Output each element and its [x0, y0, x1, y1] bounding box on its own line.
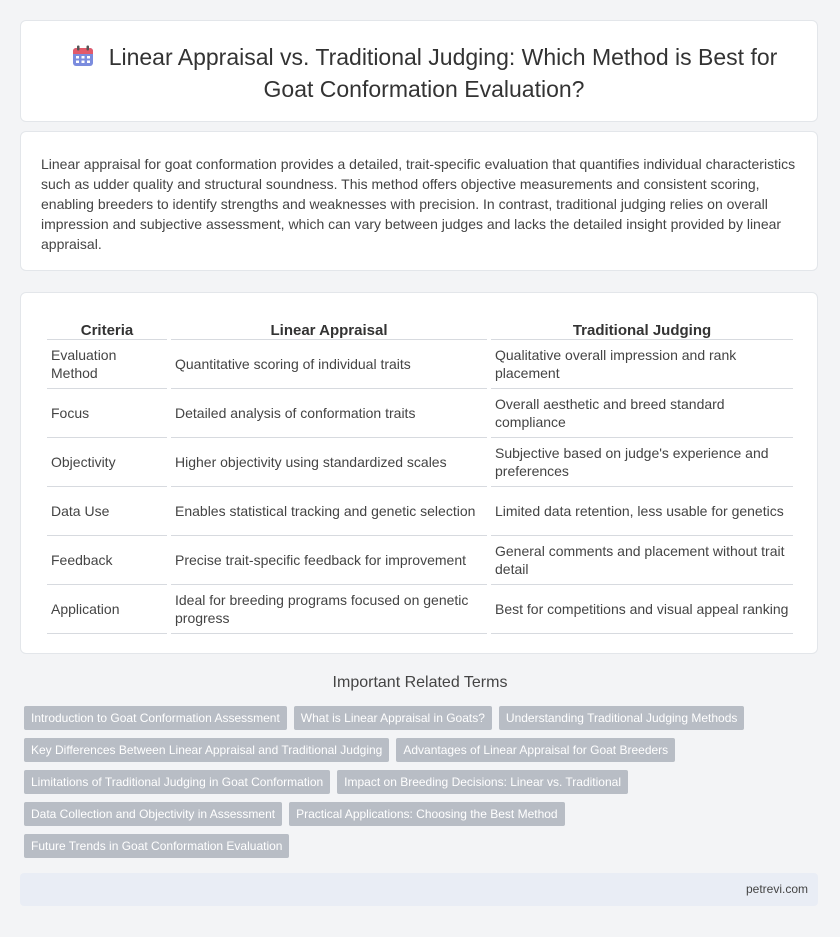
- footer-site[interactable]: petrevi.com: [745, 882, 808, 896]
- calendar-icon: [71, 44, 95, 75]
- cell-criteria: Application: [47, 585, 167, 634]
- table-row: [47, 340, 793, 389]
- cell-linear: Ideal for breeding programs focused on genetic progress: [171, 585, 487, 634]
- cell-traditional: Best for competitions and visual appeal ranking: [491, 585, 793, 634]
- related-tag[interactable]: Advantages of Linear Appraisal for Goat Breeders: [396, 738, 675, 762]
- comparison-card: [20, 292, 818, 654]
- intro-card: [20, 131, 818, 271]
- header-card: [20, 20, 818, 122]
- cell-traditional: Subjective based on judge's experience and preferences: [491, 438, 793, 487]
- related-tag[interactable]: Understanding Traditional Judging Methods: [499, 706, 744, 730]
- related-terms-title: Important Related Terms: [332, 674, 508, 691]
- header-traditional-judging: Traditional Judging: [491, 315, 793, 340]
- related-tag[interactable]: Practical Applications: Choosing the Best Method: [289, 802, 564, 826]
- cell-linear: Higher objectivity using standardized scales: [171, 438, 487, 487]
- comparison-table: [43, 315, 797, 634]
- cell-criteria: Feedback: [47, 536, 167, 585]
- related-tag[interactable]: Introduction to Goat Conformation Assessment: [24, 706, 287, 730]
- table-row: [47, 536, 793, 585]
- cell-linear: Enables statistical tracking and genetic selection: [171, 487, 487, 536]
- related-tag[interactable]: Key Differences Between Linear Appraisal and Traditional Judging: [24, 738, 389, 762]
- related-tag[interactable]: Impact on Breeding Decisions: Linear vs. Traditional: [337, 770, 628, 794]
- table-row: [47, 438, 793, 487]
- page-title-wrap: [51, 43, 797, 104]
- table-row: [47, 487, 793, 536]
- related-tag[interactable]: Limitations of Traditional Judging in Goat Conformation: [24, 770, 330, 794]
- cell-traditional: Qualitative overall impression and rank placement: [491, 340, 793, 389]
- page-title: Linear Appraisal vs. Traditional Judging: Which Method is Best for Goat Conformation Evaluation?: [108, 44, 778, 102]
- table-row: [47, 389, 793, 438]
- cell-criteria: Focus: [47, 389, 167, 438]
- cell-criteria: Data Use: [47, 487, 167, 536]
- related-tag[interactable]: What is Linear Appraisal in Goats?: [294, 706, 492, 730]
- cell-traditional: Overall aesthetic and breed standard compliance: [491, 389, 793, 438]
- cell-linear: Precise trait-specific feedback for improvement: [171, 536, 487, 585]
- related-tag[interactable]: Future Trends in Goat Conformation Evaluation: [24, 834, 289, 858]
- cell-criteria: Evaluation Method: [47, 340, 167, 389]
- header-linear-appraisal: Linear Appraisal: [171, 315, 487, 340]
- cell-traditional: General comments and placement without trait detail: [491, 536, 793, 585]
- cell-traditional: Limited data retention, less usable for genetics: [491, 487, 793, 536]
- cell-linear: Quantitative scoring of individual traits: [171, 340, 487, 389]
- header-criteria: Criteria: [47, 315, 167, 340]
- related-terms-list: [24, 706, 814, 866]
- cell-linear: Detailed analysis of conformation traits: [171, 389, 487, 438]
- related-tag[interactable]: Data Collection and Objectivity in Assessment: [24, 802, 282, 826]
- cell-criteria: Objectivity: [47, 438, 167, 487]
- intro-text: Linear appraisal for goat conformation provides a detailed, trait-specific evaluation that quantifies individual characteristics such as udder quality and structural soundness. This method offers objective measurements and consistent scoring, enabling breeders to identify strengths and weaknesses with precision. In contrast, traditional judging relies on overall impression and subjective assessment, which can vary between judges and lacks the detailed insight provided by linear appraisal.: [41, 156, 796, 252]
- footer: [20, 873, 818, 906]
- table-header-row: [47, 315, 793, 340]
- table-row: [47, 585, 793, 634]
